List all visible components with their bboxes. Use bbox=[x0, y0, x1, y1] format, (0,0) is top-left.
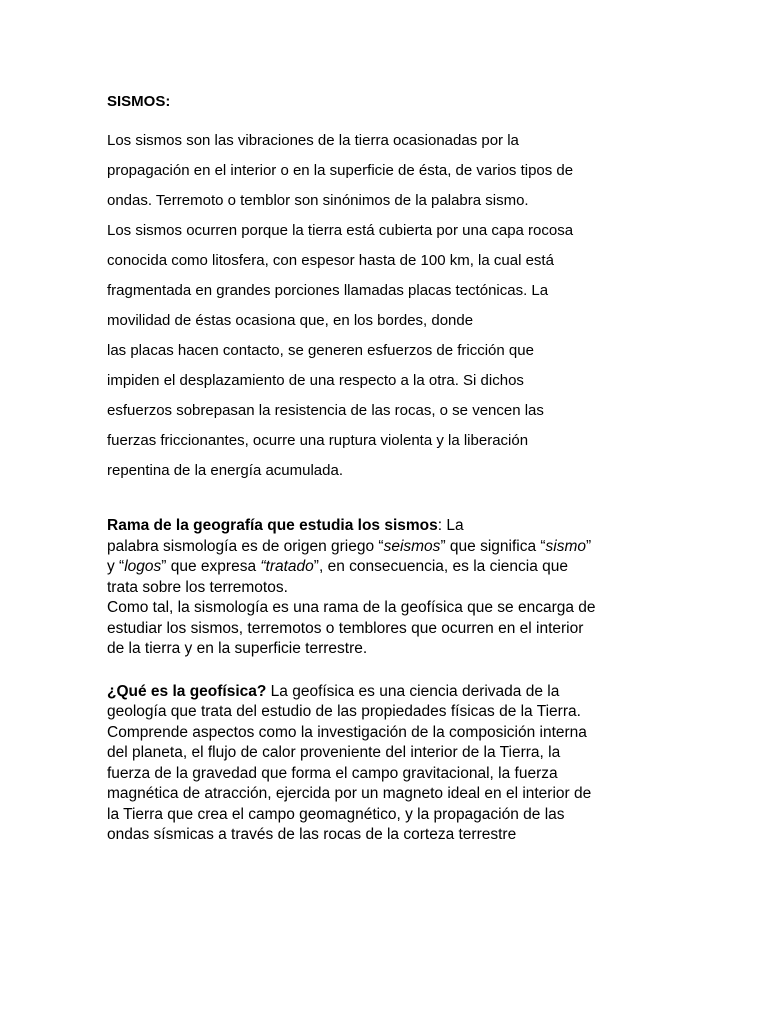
geofisica-section bbox=[107, 682, 667, 846]
text-line: conocida como litosfera, con espesor hasta de 100 km, la cual está bbox=[107, 252, 554, 269]
text-line: de la tierra y en la superficie terrestre. bbox=[107, 640, 368, 657]
text-line: impiden el desplazamiento de una respecto a la otra. Si dichos bbox=[107, 372, 524, 389]
text-line: Comprende aspectos como la investigación de la composición interna bbox=[107, 723, 587, 741]
text-line bbox=[107, 537, 667, 558]
text-line: fuerzas friccionantes, ocurre una ruptura violenta y la liberación bbox=[107, 432, 529, 449]
text-line: Los sismos ocurren porque la tierra está cubierta por una capa rocosa bbox=[107, 222, 574, 239]
text-line: Los sismos son las vibraciones de la tierra ocasionadas por la bbox=[107, 132, 519, 149]
intro-paragraph bbox=[107, 126, 667, 486]
text-fragment: : La bbox=[437, 517, 464, 534]
sismologia-section bbox=[107, 516, 667, 660]
italic-term: seismos bbox=[383, 537, 441, 555]
sismologia-heading: Rama de la geografía que estudia los sismos bbox=[107, 517, 438, 534]
text-line: geología que trata del estudio de las propiedades físicas de la Tierra. bbox=[107, 703, 581, 720]
text-fragment: ” que expresa bbox=[161, 558, 261, 575]
text-fragment: ” que significa “ bbox=[440, 537, 546, 555]
text-fragment: La geofísica es una ciencia derivada de la bbox=[266, 682, 560, 700]
text-line: movilidad de éstas ocasiona que, en los bordes, donde bbox=[107, 312, 474, 329]
italic-term: logos bbox=[124, 558, 162, 575]
text-line: fuerza de la gravedad que forma el campo gravitacional, la fuerza bbox=[107, 764, 558, 782]
text-fragment: palabra sismología es de origen griego “ bbox=[107, 537, 384, 555]
text-line bbox=[107, 557, 667, 578]
text-line: del planeta, el flujo de calor proveniente del interior de la Tierra, la bbox=[107, 744, 561, 761]
text-line: ondas sísmicas a través de las rocas de la corteza terrestre bbox=[107, 826, 517, 843]
text-line: repentina de la energía acumulada. bbox=[107, 462, 344, 479]
document-title: SISMOS: bbox=[107, 93, 171, 110]
intro-section bbox=[107, 126, 667, 486]
text-line: esfuerzos sobrepasan la resistencia de las rocas, o se vencen las bbox=[107, 402, 544, 419]
text-line: Como tal, la sismología es una rama de la geofísica que se encarga de bbox=[107, 599, 596, 616]
text-line bbox=[107, 516, 667, 537]
text-fragment: y “ bbox=[107, 558, 125, 575]
text-line: trata sobre los terremotos. bbox=[107, 578, 288, 596]
text-line: fragmentada en grandes porciones llamadas placas tectónicas. La bbox=[107, 282, 549, 299]
text-line: ondas. Terremoto o temblor son sinónimos de la palabra sismo. bbox=[107, 192, 529, 209]
text-fragment: ”, en consecuencia, es la ciencia que bbox=[313, 558, 568, 575]
italic-term: sismo bbox=[545, 537, 587, 555]
text-line: propagación en el interior o en la superficie de ésta, de varios tipos de bbox=[107, 162, 574, 179]
geofisica-heading: ¿Qué es la geofísica? bbox=[107, 682, 267, 700]
text-line: la Tierra que crea el campo geomagnético, y la propagación de las bbox=[107, 805, 565, 823]
italic-term: “tratado bbox=[260, 558, 314, 575]
document-page bbox=[107, 92, 667, 846]
text-fragment: ” bbox=[586, 537, 592, 555]
text-line: estudiar los sismos, terremotos o temblores que ocurren en el interior bbox=[107, 619, 584, 637]
text-line: las placas hacen contacto, se generen esfuerzos de fricción que bbox=[107, 342, 534, 359]
text-line bbox=[107, 682, 667, 703]
text-line: magnética de atracción, ejercida por un magneto ideal en el interior de bbox=[107, 785, 592, 802]
